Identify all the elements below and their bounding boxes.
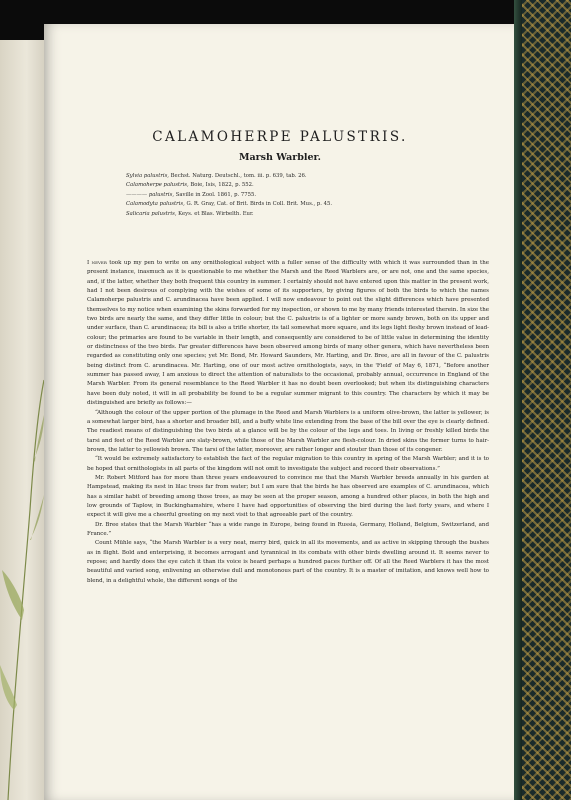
book-page [44, 24, 516, 800]
synonym-entry [126, 200, 486, 209]
paragraph-lead: I never [87, 260, 107, 266]
synonym-entry [126, 172, 486, 181]
synonym-reference: Saville in Zool. 1861, p. 7755. [174, 191, 257, 198]
page-title: CALAMOHERPE PALUSTRIS. [152, 129, 408, 145]
synonym-name: Calamodyta palustris, [126, 201, 185, 208]
common-name-subtitle: Marsh Warbler. [239, 152, 321, 163]
paragraph [87, 455, 489, 474]
article-body [87, 259, 489, 586]
synonym-name: Calamoherpe palustris, [126, 182, 189, 189]
synonymy-list [126, 172, 486, 219]
synonym-name: ———— palustris, [126, 191, 175, 198]
paragraph [87, 259, 489, 409]
synonym-reference: G. R. Gray, Cat. of Brit. Birds in Coll. Brit. Mus., p. 45. [184, 201, 333, 208]
synonym-entry [126, 181, 486, 190]
paragraph [87, 409, 489, 456]
paragraph-text: “Although the colour of the upper portion of the plumage in the Reed and Marsh Warblers is a uniform olive-brown, the latter is yellower, is a somewhat larger bird, has a shorter and broader bill, and a buffy white line extending from the base of the bill over the eye is clearly defined. The readiest means of distinguishing the two birds at a glance will be by the colour of the legs and toes. In living or freshly killed birds the tarsi and feet of the Reed Warbler are slaty-brown, while those of the Marsh Warbler are flesh-colour. In dried skins the former turns to hair-brown, the latter to yellowish brown. The tarsi of the latter, moreover, are rather longer and stouter than those of its congener. [87, 409, 489, 453]
binding-edge [514, 0, 522, 800]
synonym-name: Sylvia palustris, [126, 173, 169, 179]
synonym-reference: Keys. et Blas. Wirbelth. Eur. [176, 210, 254, 217]
synonym-entry [126, 191, 486, 200]
plant-illustration [0, 210, 44, 800]
paragraph-text: Count Mühle says, “the Marsh Warbler is a very neat, merry bird, quick in all its movements, and as active in skipping through the bushes as in flight. Bold and enterprising, it becomes arrogant and tyrannical in its combats with other birds dwelling around it. It seems never to repose; and hardly does the eye catch it than its voice is heard perhaps a hundred paces further off. Of all the Reed Warblers it has the most beautiful and varied song, enlivening an otherwise dull and monotonous part of the country. It is a master of imitation, and knows well how to blend, in a delightful whole, the different songs of the [87, 540, 489, 584]
synonym-reference: Boie, Isis, 1822, p. 552. [188, 182, 254, 189]
paragraph-text: took up my pen to write on any ornithological subject with a fuller sense of the difficulty with which it was surrounded than in the present instance, inasmuch as it is questionable to me whether the Marsh and the Reed Warblers are, or are not, one and the same species, and, if the latter, whether they both frequent this country in summer. I certainly should not have entered upon this matter in the present work, had I not been desirous of complying with the wishes of some of its supporters, by giving figures of both the birds to which the names Calamoherpe palustris and C. arundinacea have been applied. I will now endeavour to point out the slight differences which have presented themselves to my notice when examining the skins forwarded for my inspection, or shown to me by many friends interested therein. In size the two birds are nearly the same, and they differ little in colour; but the C. palustris is of a lighter or more sandy brown, both on its upper and under surface, than C. arundinacea; its bill is also a trifle shorter, its tail somewhat more square, and its legs light fleshy brown instead of lead-colour; the primaries are found to be variable in their length, and consequently are considered to be of little value in determining the identity or distinctness of the two birds. Far greater differences have been observed among birds of many other genera, which have nevertheless been regarded as constituting only one species; yet Mr. Bond, Mr. Howard Saunders, Mr. Harting, and Dr. Bree, are all in favour of the C. palustris being distinct from C. arundinacea. Mr. Harting, one of our most active ornithologists, says, in the 'Field' of May 6, 1871, “Before another summer has passed away, I am anxious to direct the attention of naturalists to the occasional, probably annual, occurrence in England of the Marsh Warbler. From its general resemblance to the Reed Warbler it has no doubt been overlooked; but when its distinguishing characters have been duly noted, it will in all probability be found to be a regular summer migrant to this country. The characters by which it may be distinguished are briefly as follows:— [87, 260, 489, 407]
paragraph [87, 521, 489, 540]
paragraph-text: Mr. Robert Mitford has for more than three years endeavoured to convince me that the Marsh Warbler breeds annually in his garden at Hampstead, making its nest in lilac trees far from water; but I am sure that the birds he has observed are examples of C. arundinacea, which has a similar habit of breeding among those trees, as may be seen at the proper season, among a hundred other places, in both the high and low grounds of Taplow, in Buckinghamshire, where I have had opportunities of observing the bird during the last forty years, and where I expect it will give me a cheerful greeting on my next visit to that agreeable part of the country. [87, 474, 489, 519]
left-page-edge [0, 40, 44, 800]
synonym-entry [126, 210, 486, 219]
synonym-reference: Bechst. Naturg. Deutschl., tom. iii. p. 639, tab. 26. [168, 173, 307, 179]
paragraph-text: “It would be extremely satisfactory to establish the fact of the regular migration to this country in spring of the Marsh Warbler; and it is to be hoped that ornithologists in all parts of the kingdom will not omit to investigate the subject and record their observations.” [87, 456, 489, 472]
paragraph [87, 474, 489, 521]
decorative-binding [514, 0, 571, 800]
synonym-name: Salicaria palustris, [126, 210, 177, 217]
paragraph [87, 539, 489, 586]
paragraph-text: Dr. Bree states that the Marsh Warbler “has a wide range in Europe, being found in Russia, Germany, Holland, Belgium, Switzerland, and France.” [87, 521, 489, 537]
